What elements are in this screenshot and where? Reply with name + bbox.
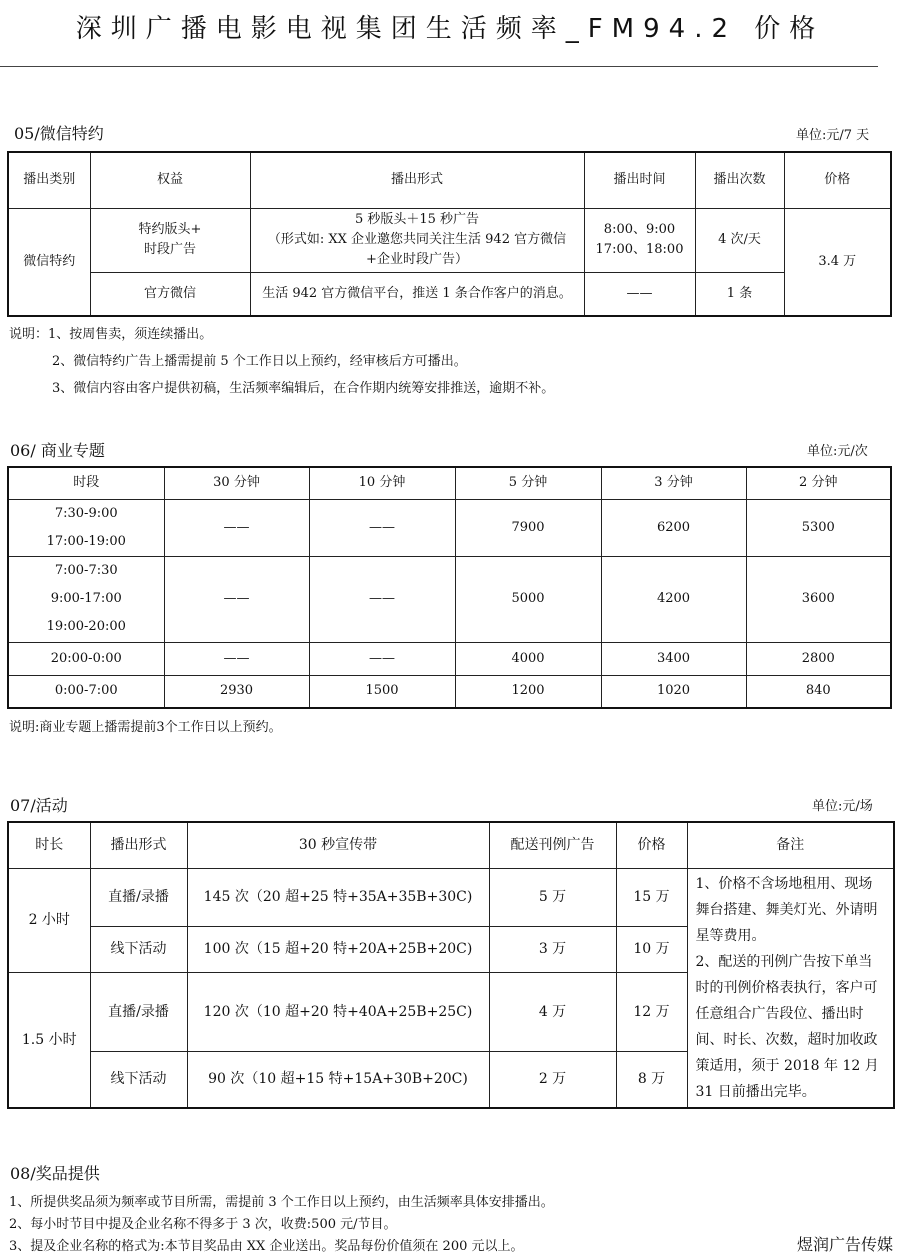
remark-cell: 1、价格不含场地租用、现场舞台搭建、舞美灯光、外请明星等费用。 2、配送的刊例广告按下单当时的刊例价格表执行，客户可任意组合广告段位、播出时间、时长、次数，超时加收政策适用，须于 2018 年 12 月 31 日前播出完毕。 — [687, 868, 894, 1108]
note-line: 3、微信内容由客户提供初稿，生活频率编辑后，在合作期内统筹安排推送，逾期不补。 — [52, 381, 555, 396]
table-row: 线下活动 100 次（15 超+20 特+20A+25B+20C) 3 万 10 万 — [8, 926, 894, 972]
table-row: 7:00-7:30 9:00-17:00 19:00-20:00 —— —— 5000 4200 3600 — [8, 556, 891, 642]
section-06-unit: 单位:元/次 — [807, 444, 868, 459]
note-line: 说明:商业专题上播需提前3个工作日以上预约。 — [9, 720, 282, 735]
section-07-unit: 单位:元/场 — [812, 799, 873, 814]
count-cell: 1 条 — [695, 272, 784, 316]
section-08-heading: 08/奖品提供 — [10, 1164, 100, 1183]
section-06-heading: 06/ 商业专题 — [10, 441, 105, 460]
section-07-heading: 07/活动 — [10, 796, 68, 815]
header-cell: 播出次数 — [695, 152, 784, 208]
form-cell: 5 秒版头＋15 秒广告 （形式如: XX 企业邀您共同关注生活 942 官方微信 +企业时段广告） — [250, 208, 584, 272]
watermark-text: 煜润广告传媒 — [797, 1235, 894, 1254]
header-cell: 播出形式 — [90, 822, 187, 868]
header-cell: 价格 — [784, 152, 891, 208]
price-cell: 3.4 万 — [784, 208, 891, 316]
note-line: 3、提及企业名称的格式为:本节目奖品由 XX 企业送出。奖品每份价值须在 200 元以上。 — [9, 1239, 524, 1254]
table-row: 0:00-7:00 2930 1500 1200 1020 840 — [8, 675, 891, 708]
note-line: 2、微信特约广告上播需提前 5 个工作日以上预约，经审核后方可播出。 — [52, 354, 467, 369]
header-cell: 价格 — [616, 822, 687, 868]
table-row: 20:00-0:00 —— —— 4000 3400 2800 — [8, 642, 891, 675]
header-cell: 备注 — [687, 822, 894, 868]
header-cell: 30 秒宣传带 — [187, 822, 489, 868]
section-05-unit: 单位:元/7 天 — [796, 128, 870, 143]
table-row: 1.5 小时 直播/录播 120 次（10 超+20 特+40A+25B+25C) 4 万 12 万 — [8, 972, 894, 1052]
header-cell: 10 分钟 — [309, 467, 455, 499]
header-cell: 配送刊例广告 — [489, 822, 616, 868]
header-cell: 播出类别 — [8, 152, 90, 208]
header-cell: 5 分钟 — [455, 467, 601, 499]
header-cell: 播出时间 — [584, 152, 695, 208]
table-row: 2 小时 直播/录播 145 次（20 超+25 特+35A+35B+30C) 5 万 15 万 1、价格不含场地租用、现场舞台搭建、舞美灯光、外请明星等费用。 2、配送的刊例广告按下单当时的刊例价格表执行，客户可任意组合广告段位、播出时间、时长、次数，超时加收政策适用，须于 2018 年 12 月 31 日前播出完毕。 — [8, 868, 894, 926]
header-cell: 30 分钟 — [164, 467, 309, 499]
header-cell: 时段 — [8, 467, 164, 499]
business-feature-table — [7, 466, 892, 709]
table-row: 线下活动 90 次（10 超+15 特+15A+30B+20C) 2 万 8 万 — [8, 1052, 894, 1108]
form-cell: 生活 942 官方微信平台，推送 1 条合作客户的消息。 — [250, 272, 584, 316]
section-05-heading: 05/微信特约 — [14, 124, 104, 143]
event-table — [7, 821, 895, 1109]
header-cell: 时长 — [8, 822, 90, 868]
wechat-sponsor-table — [7, 151, 892, 317]
title-divider — [0, 66, 878, 67]
count-cell: 4 次/天 — [695, 208, 784, 272]
duration-cell: 1.5 小时 — [8, 972, 90, 1108]
time-cell: —— — [584, 272, 695, 316]
time-cell: 8:00、9:00 17:00、18:00 — [584, 208, 695, 272]
header-cell: 3 分钟 — [601, 467, 746, 499]
rights-cell: 特约版头+ 时段广告 — [90, 208, 250, 272]
header-cell: 播出形式 — [250, 152, 584, 208]
table-row: 7:30-9:00 17:00-19:00 —— —— 7900 6200 5300 — [8, 499, 891, 556]
header-cell: 2 分钟 — [746, 467, 891, 499]
note-line: 1、所提供奖品须为频率或节目所需，需提前 3 个工作日以上预约，由生活频率具体安排播出。 — [9, 1195, 554, 1210]
header-cell: 权益 — [90, 152, 250, 208]
note-line: 说明：1、按周售卖，须连续播出。 — [9, 327, 213, 342]
page-title: 深圳广播电影电视集团生活频率_FM94.2 价格 — [75, 14, 825, 44]
rights-cell: 官方微信 — [90, 272, 250, 316]
duration-cell: 2 小时 — [8, 868, 90, 972]
note-line: 2、每小时节目中提及企业名称不得多于 3 次，收费:500 元/节目。 — [9, 1217, 397, 1232]
category-cell: 微信特约 — [8, 208, 90, 316]
